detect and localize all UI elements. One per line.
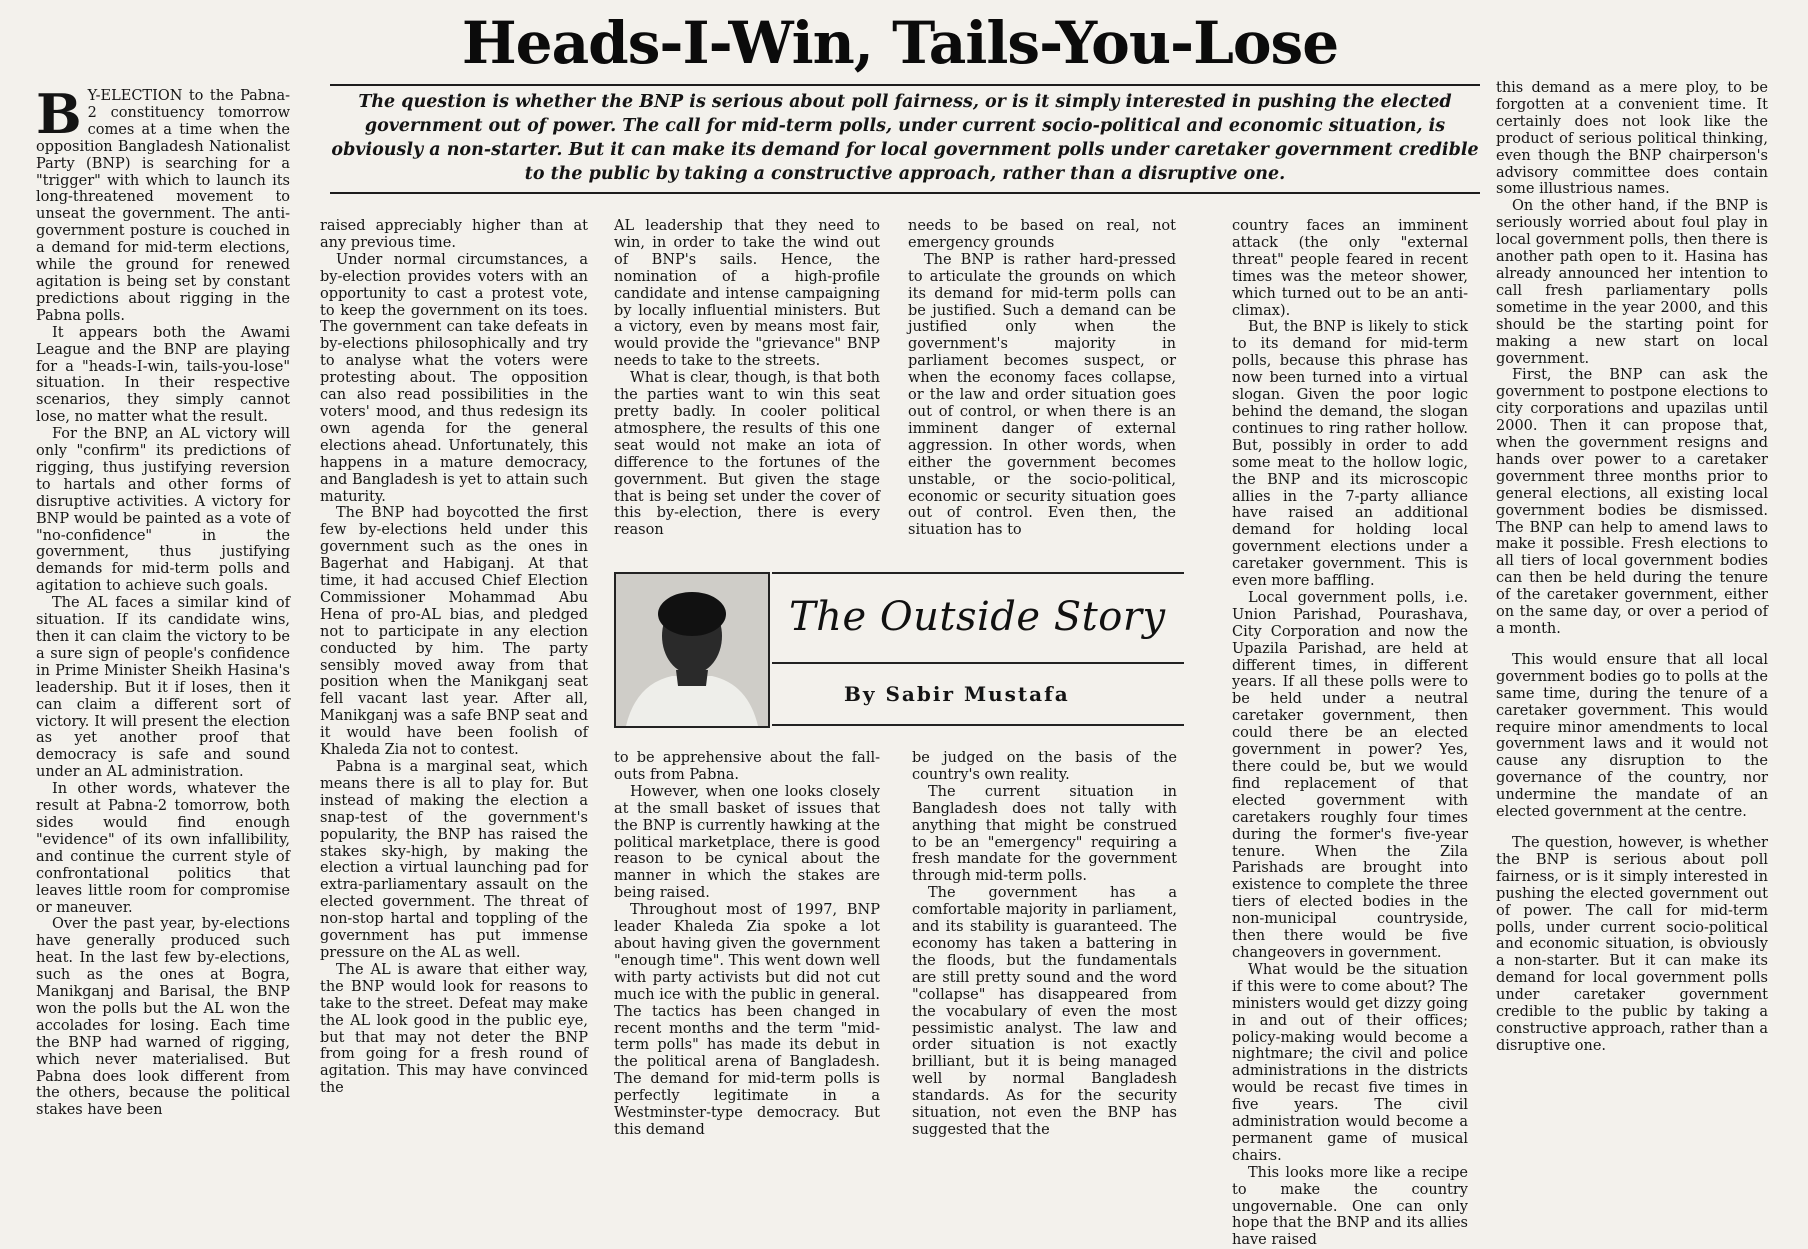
column-1: [36, 82, 290, 1175]
article-paragraph: this demand as a mere ploy, to be forgotten at a convenient time. It certainly does not look like the product of serious political thinking, even though the BNP chairperson's advisory committee does contain some illustrious names.: [1496, 80, 1768, 198]
article-paragraph: What is clear, though, is that both the parties want to win this seat pretty badly. In cooler political atmosphere, the results of this one seat would not make an iota of difference to the fortunes of the government. But given the stage that is being set under the cover of this by-election, there is every reason: [614, 370, 880, 539]
article-paragraph: The AL faces a similar kind of situation. If its candidate wins, then it can claim the victory to be a sure sign of people's confidence in Prime Minister Sheikh Hasina's leadership. But it if loses, then it can claim a different sort of victory. It will present the election as yet another proof that democracy is safe and sound under an AL administration.: [36, 595, 290, 781]
column-3-top: [614, 218, 880, 554]
article-paragraph: [36, 82, 290, 325]
header-rule-top: [772, 572, 1184, 574]
article-paragraph: It appears both the Awami League and the BNP are playing for a "heads-I-win, tails-you-lose" situation. In their respective scenarios, they simply cannot lose, no matter what the result.: [36, 324, 290, 426]
deck-summary: The question is whether the BNP is serious about poll fairness, or is it simply interested in pushing the elected government out of power. The call for mid-term polls, under current socio-political and economic situation, is obviously a non-starter. But it can make its demand for local government polls under caretaker government credible to the public by taking a constructive approach, rather than a disruptive one.: [330, 84, 1480, 194]
article-paragraph: AL leadership that they need to win, in order to take the wind out of BNP's sails. Hence, the nomination of a high-profile candidate and intense campaigning by locally influential ministers. But a victory, even by means most fair, would provide the "grievance" BNP needs to take to the streets.: [614, 218, 880, 370]
article-paragraph: But, the BNP is likely to stick to its demand for mid-term polls, because this phrase has now been turned into a virtual slogan. Given the poor logic behind the demand, the slogan continues to ring rather hollow. But, possibly in order to add some meat to the hollow logic, the BNP and its microscopic allies in the 7-party alliance have raised an additional demand for holding local government elections under a caretaker government. This is even more baffling.: [1232, 319, 1468, 590]
article-paragraph: On the other hand, if the BNP is seriously worried about foul play in local government polls, then there is another path open to it. Hasina has already announced her intention to call fresh parliamentary polls sometime in the year 2000, and this should be the starting point for making a new start on local government.: [1496, 198, 1768, 367]
article-paragraph: This would ensure that all local government bodies go to polls at the same time, during the tenure of a caretaker government. This would require minor amendments to local government laws and it would not cause any disruption to the governance of the country, nor undermine the mandate of an elected government at the centre.: [1496, 651, 1768, 821]
article-paragraph: The BNP is rather hard-pressed to articulate the grounds on which its demand for mid-term polls can be justified. Such a demand can be justified only when the government's majority in parliament becomes suspect, or when the economy faces collapse, or the law and order situation goes out of control, or when there is an imminent danger of external aggression. In other words, when either the government becomes unstable, or the socio-political, economic or security situation goes out of control. Even then, the situation has to: [908, 251, 1176, 539]
article-paragraph: Pabna is a marginal seat, which means there is all to play for. But instead of making the election a snap-test of the government's popularity, the BNP has raised the stakes sky-high, by making the election a virtual launching pad for extra-parliamentary assault on the elected government. The threat of non-stop hartal and toppling of the government has put immense pressure on the AL as well.: [320, 759, 588, 961]
article-paragraph: to be apprehensive about the fall-outs from Pabna.: [614, 750, 880, 783]
column-4-bottom: [912, 750, 1177, 1175]
column-6: [1496, 80, 1768, 1175]
column-2: [320, 218, 588, 1175]
column-4-top: [908, 218, 1176, 554]
byline: By Sabir Mustafa: [844, 682, 1070, 706]
author-portrait-icon: [616, 574, 768, 726]
article-paragraph: This looks more like a recipe to make the country ungovernable. One can only hope that the BNP and its allies have raised: [1232, 1164, 1468, 1249]
column-3-bottom: [614, 750, 880, 1175]
article-paragraph: The government has a comfortable majority in parliament, and its stability is guaranteed. The economy has taken a battering in the floods, but the fundamentals are still pretty sound and the word "collapse" has disappeared from the vocabulary of even the most pessimistic analyst. The law and order situation is not exactly brilliant, but it is being managed well by normal Bangladesh standards. As for the security situation, not even the BNP has suggested that the: [912, 885, 1177, 1138]
article-paragraph: Over the past year, by-elections have generally produced such heat. In the last few by-elections, such as the ones at Bogra, Manikganj and Barisal, the BNP won the polls but the AL won the accolades for losing. Each time the BNP had warned of rigging, which never materialised. But Pabna does look different from the others, because the political stakes have been: [36, 916, 290, 1119]
column-title: The Outside Story: [789, 594, 1166, 640]
author-photo: [614, 572, 770, 728]
header-rule-middle: [772, 662, 1184, 664]
article-paragraph: The current situation in Bangladesh does not tally with anything that might be construed to be an "emergency" requiring a fresh mandate for the government through mid-term polls.: [912, 783, 1177, 885]
article-paragraph: First, the BNP can ask the government to postpone elections to city corporations and upazilas until 2000. Then it can propose that, when the government resigns and hands over power to a caretaker government three months prior to general elections, all existing local government bodies be dismissed. The BNP can help to amend laws to make it possible. Fresh elections to all tiers of local government bodies can then be held during the tenure of the caretaker government, either on the same day, or over a period of a month.: [1496, 367, 1768, 637]
header-rule-bottom: [772, 724, 1184, 726]
article-paragraph: raised appreciably higher than at any previous time.: [320, 218, 588, 251]
lead-text: Y-ELECTION to the Pabna-2 constituency tomorrow comes at a time when the opposition Bangladesh Nationalist Party (BNP) is searching for a "trigger" with which to launch its long-threatened movement to unseat the government. The anti-government posture is couched in a demand for mid-term elections, while the ground for renewed agitation is being set by constant predictions about rigging in the Pabna polls.: [36, 88, 290, 324]
article-paragraph: country faces an imminent attack (the only "external threat" people feared in recent times was the meteor shower, which turned out to be an anti-climax).: [1232, 218, 1468, 319]
drop-cap: B: [36, 82, 82, 146]
article-paragraph: Under normal circumstances, a by-election provides voters with an opportunity to cast a protest vote, to keep the government on its toes. The government can take defeats in by-elections philosophically and try to analyse what the voters were protesting about. The opposition can also read possibilities in the voters' mood, and thus redesign its own agenda for the general elections ahead. Unfortunately, this happens in a mature democracy, and Bangladesh is yet to attain such maturity.: [320, 251, 588, 505]
article-paragraph: The AL is aware that either way, the BNP would look for reasons to take to the street. Defeat may make the AL look good in the public eye, but that may not deter the BNP from going for a fresh round of agitation. This may have convinced the: [320, 961, 588, 1097]
article-paragraph: In other words, whatever the result at Pabna-2 tomorrow, both sides would find enough "evidence" of its own infallibility, and continue the current style of confrontational politics that leaves little room for compromise or maneuver.: [36, 781, 290, 916]
article-paragraph: What would be the situation if this were to come about? The ministers would get dizzy going in and out of their offices; policy-making would become a nightmare; the civil and police administrations in the districts would be recast five times in five years. The civil administration would become a permanent game of musical chairs.: [1232, 961, 1468, 1164]
article-paragraph: be judged on the basis of the country's own reality.: [912, 750, 1177, 783]
column-5: [1232, 218, 1468, 1249]
article-paragraph: needs to be based on real, not emergency grounds: [908, 218, 1176, 251]
article-paragraph: The question, however, is whether the BNP is serious about poll fairness, or is it simply interested in pushing the elected government out of power. The call for mid-term polls, under current socio-political and economic situation, is obviously a non-starter. But it can make its demand for local government polls under caretaker government credible to the public by taking a constructive approach, rather than a disruptive one.: [1496, 834, 1768, 1054]
article-paragraph: Local government polls, i.e. Union Parishad, Pourashava, City Corporation and now the Upazila Parishad, are held at different times, in different years. If all these polls were to be held under a neutral caretaker government, then could there be an elected government in power? Yes, there could be, but we would find replacement of that elected government with caretakers roughly four times during the former's five-year tenure. When the Zila Parishads are brought into existence to complete the three tiers of elected bodies in the non-municipal countryside, then there would be five changeovers in government.: [1232, 589, 1468, 961]
article-paragraph: The BNP had boycotted the first few by-elections held under this government such as the ones in Bagerhat and Habiganj. At that time, it had accused Chief Election Commissioner Mohammad Abu Hena of pro-AL bias, and pledged not to participate in any election conducted by him. The party sensibly moved away from that position when the Manikganj seat fell vacant last year. After all, Manikganj was a safe BNP seat and it would have been foolish of Khaleda Zia not to contest.: [320, 505, 588, 759]
article-paragraph: However, when one looks closely at the small basket of issues that the BNP is currently hawking at the political marketplace, there is good reason to be cynical about the manner in which the stakes are being raised.: [614, 783, 880, 902]
article-paragraph: Throughout most of 1997, BNP leader Khaleda Zia spoke a lot about having given the government "enough time". This went down well with party activists but did not cut much ice with the public in general. The tactics has been changed in recent months and the term "mid-term polls" has made its debut in the political arena of Bangladesh. The demand for mid-term polls is perfectly legitimate in a Westminster-type democracy. But this demand: [614, 902, 880, 1138]
article-paragraph: For the BNP, an AL victory will only "confirm" its predictions of rigging, thus justifying reversion to hartals and other forms of disruptive activities. A victory for BNP would be painted as a vote of "no-confidence" in the government, thus justifying demands for mid-term polls and agitation to achieve such goals.: [36, 426, 290, 595]
column-header: [614, 572, 1184, 727]
headline: Heads-I-Win, Tails-You-Lose: [461, 9, 1339, 77]
